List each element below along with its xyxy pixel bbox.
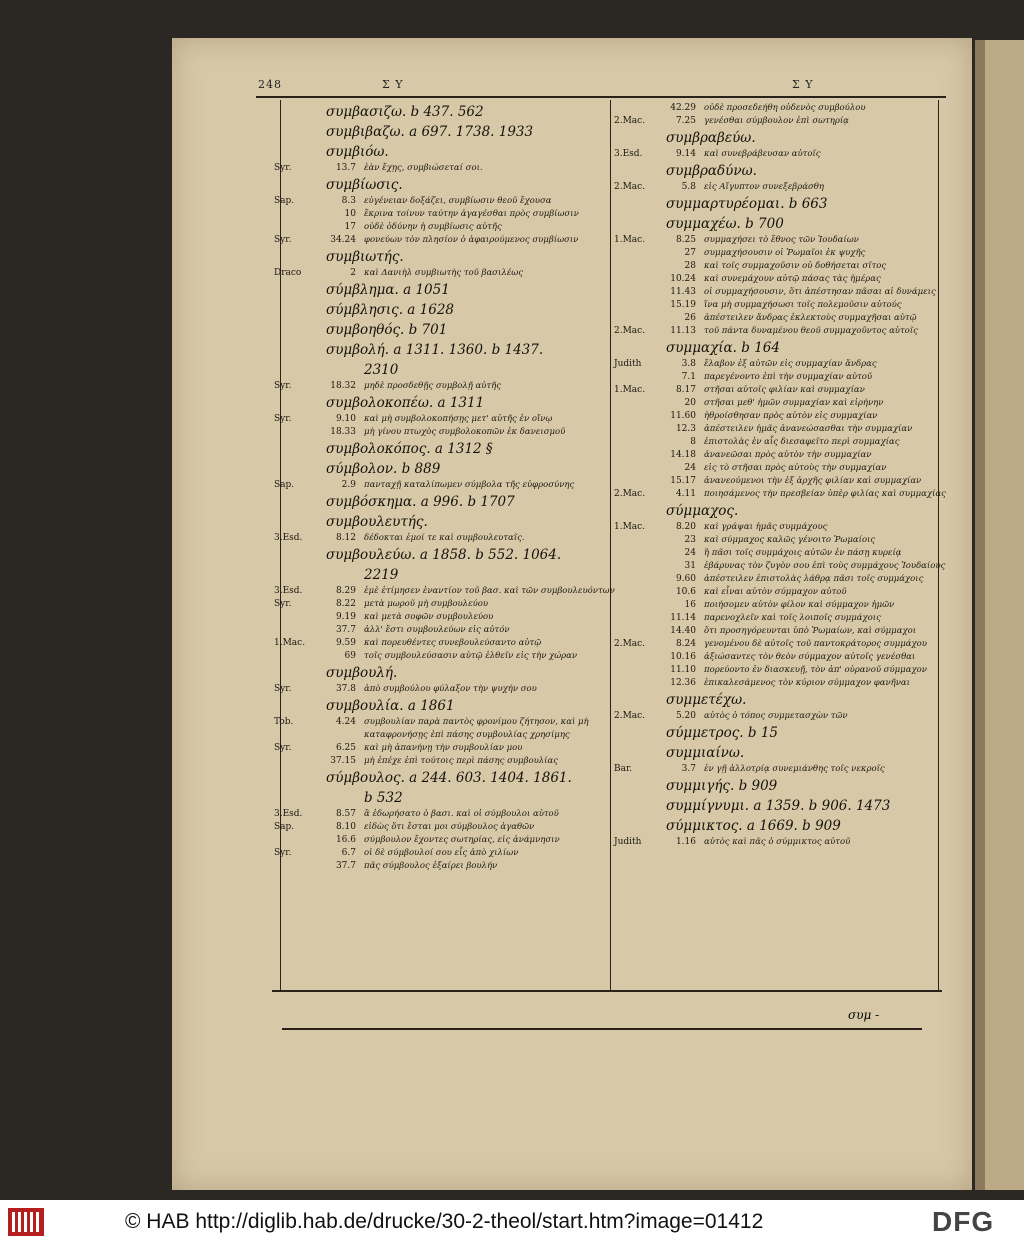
citation-text: ἢ πᾶσι τοῖς συμμάχοις αὐτῶν ἐν πάσῃ κυρείᾳ [704,548,902,558]
verse-number: 8.22 [335,599,356,609]
citation-text: ἃ ἐδωρήσατο ὁ βασι. καὶ οἱ σύμβουλοι αὐτοῦ [364,809,559,819]
book-reference: Syr. [274,235,292,245]
citation-text: ἀπὸ συμβούλου φύλαξον τὴν ψυχήν σου [364,684,537,694]
citation-text: καὶ μὴ συμβολοκοπήσῃς μετ' αὐτῆς ἐν οἴνῳ [364,414,553,424]
book-reference: Bar. [614,764,633,774]
verse-number: 11.14 [670,613,696,623]
citation-row [614,836,944,849]
verse-number: 8.10 [335,822,356,832]
citation-row [274,624,608,637]
book-reference: 3.Esd. [274,809,303,819]
lemma-entry: συμβασιζω. b 437. 562 [326,104,484,120]
citation-row [614,547,944,560]
citation-row [614,534,944,547]
lemma-entry: σύμβλημα. a 1051 [326,282,450,298]
citation-row [614,325,944,338]
citation-text: μηδὲ προσδεθῇς συμβολῇ αὐτῆς [364,381,502,391]
copyright-link[interactable]: © HAB http://diglib.hab.de/drucke/30-2-theol/start.htm?image=01412 [125,1210,764,1233]
citation-row [614,286,944,299]
verse-number: 24 [684,548,696,558]
verse-number: 10.16 [670,652,696,662]
citation-text: ἠθροίσθησαν πρὸς αὐτὸν εἰς συμμαχίαν [704,411,878,421]
verse-number: 5.20 [675,711,696,721]
citation-row [274,221,608,234]
verse-number: 3.7 [681,764,696,774]
citation-row [274,834,608,847]
citation-row [274,808,608,821]
verse-number: 11.10 [670,665,696,675]
book-reference: 3.Esd. [614,149,643,159]
lemma-entry: 2219 [364,567,399,583]
book-reference: Sap. [274,822,295,832]
citation-row [274,532,608,545]
verse-number: 2.9 [341,480,356,490]
citation-row [274,380,608,393]
citation-text: πᾶς σύμβουλος ἐξαίρει βουλήν [364,861,498,871]
lemma-entry: συμμαρτυρέομαι. b 663 [666,196,828,212]
citation-row [614,436,944,449]
lemma-entry: συμμαχέω. b 700 [666,216,784,232]
citation-text: καὶ μὴ ἀπανήνῃ τὴν συμβουλίαν μου [364,743,523,753]
citation-text: ἀπέστειλεν ἄνδρας ἐκλεκτοὺς συμμαχῆσαι αὐτῷ [704,313,917,323]
book-reference: 3.Esd. [274,586,303,596]
citation-text: οἱ δὲ σύμβουλοί σου εἷς ἀπὸ χιλίων [364,848,519,858]
citation-row [614,573,944,586]
book-page [172,38,972,1190]
verse-number: 37.7 [335,861,356,871]
lemma-entry: συμβουλή. [326,665,398,681]
citation-row [274,585,615,598]
citation-row [614,560,944,573]
citation-row [614,358,944,371]
citation-row [614,677,944,690]
citation-row [614,521,944,534]
top-rule [256,96,946,98]
citation-text: ἵνα μὴ συμμαχήσωσι τοῖς πολεμοῦσιν αὐτούς [704,300,902,310]
citation-text: αὐτὸς καὶ πᾶς ὁ σύμμικτος αὐτοῦ [704,837,851,847]
citation-text: τοῖς συμβουλεύσασιν αὐτῷ ἐλθεῖν εἰς τὴν χώραν [364,651,578,661]
book-reference: Judith [614,359,642,369]
book-reference: Syr. [274,163,292,173]
lemma-entry: συμβιβαζω. a 697. 1738. 1933 [326,124,534,140]
verse-number: 23 [684,535,696,545]
citation-row [614,260,944,273]
citation-text: γενομένου δὲ αὐτοῖς τοῦ παντοκράτορος συμμάχου [704,639,927,649]
citation-text: καταφρονήσῃς ἐπὶ πάσης συμβουλίας χρησίμης [364,730,570,740]
citation-row [614,397,944,410]
lemma-entry: σύμμικτος. a 1669. b 909 [666,818,841,834]
verse-number: 18.32 [330,381,356,391]
citation-row [274,742,608,755]
citation-row [274,716,608,729]
book-reference: 2.Mac. [614,182,646,192]
verse-number: 8.20 [675,522,696,532]
lemma-entry: συμμετέχω. [666,692,747,708]
book-reference: Syr. [274,381,292,391]
citation-text: πορεύοντο ἐν διασκευῇ, τὸν ἀπ' οὐρανοῦ σύμμαχον [704,665,927,675]
citation-text: εἰς Αἴγυπτον συνεξεβράσθη [704,182,824,192]
citation-text: ἔκρινα τοίνυν ταύτην ἀγαγέσθαι πρὸς συμβίωσιν [364,209,579,219]
verse-number: 37.15 [330,756,356,766]
citation-row [614,312,944,325]
citation-row [614,625,944,638]
citation-row [614,102,944,115]
verse-number: 27 [684,248,696,258]
lemma-entry: συμβουλία. a 1861 [326,698,455,714]
citation-row [614,475,944,488]
citation-text: μὴ γίνου πτωχὸς συμβολοκοπῶν ἐκ δανεισμοῦ [364,427,566,437]
verse-number: 8.3 [341,196,356,206]
page-number: 248 [258,78,282,91]
citation-row [274,267,608,280]
verse-number: 11.43 [670,287,696,297]
citation-row [614,423,944,436]
citation-row [274,821,608,834]
citation-text: συμβουλίαν παρὰ παντὸς φρονίμου ζήτησον, καὶ μὴ [364,717,589,727]
citation-row [614,488,944,501]
lemma-entry: b 532 [364,790,403,806]
verse-number: 9.59 [335,638,356,648]
citation-row [614,710,944,723]
book-reference: Judith [614,837,642,847]
verse-number: 37.7 [335,625,356,635]
citation-text: παρεγένοντο ἐπὶ τὴν συμμαχίαν αὐτοῦ [704,372,873,382]
citation-row [274,611,608,624]
book-reference: Syr. [274,684,292,694]
verse-number: 12.36 [670,678,696,688]
book-reference: 2.Mac. [614,116,646,126]
citation-row [274,598,608,611]
book-reference: Syr. [274,848,292,858]
verse-number: 16 [684,600,696,610]
citation-row [274,234,608,247]
left-column [274,102,615,873]
citation-row [274,479,608,492]
verse-number: 11.13 [670,326,696,336]
verse-number: 4.24 [335,717,356,727]
book-reference: 2.Mac. [614,489,646,499]
citation-text: στῆσαι μεθ' ἡμῶν συμμαχίαν καὶ εἰρήνην [704,398,884,408]
lemma-entry: συμβολή. a 1311. 1360. b 1437. [326,342,544,358]
book-reference: Sap. [274,196,295,206]
verse-number: 42.29 [670,103,696,113]
lemma-entry: σύμβολον. b 889 [326,461,441,477]
verse-number: 20 [684,398,696,408]
citation-row [274,426,608,439]
verse-number: 2 [350,268,356,278]
citation-text: οὐδὲ προσεδεήθη οὐδενὸς συμβούλου [704,103,866,113]
lemma-entry: συμμίγνυμι. a 1359. b 906. 1473 [666,798,891,814]
book-reference: 1.Mac. [614,522,646,532]
verse-number: 15.17 [670,476,696,486]
citation-text: συμμαχήσουσιν οἱ Ῥωμαῖοι ἐκ ψυχῆς [704,248,866,258]
book-reference: 1.Mac. [614,235,646,245]
verse-number: 9.19 [335,612,356,622]
citation-text: συμμαχήσει τὸ ἔθνος τῶν Ἰουδαίων [704,235,859,245]
running-head-right: Σ Υ [792,78,814,91]
lemma-entry: συμβιωτής. [326,249,404,265]
catchword: συμ - [848,1008,880,1022]
citation-text: σύμβουλον ἔχοντες σωτηρίας, εἰς ἀνάμνησιν [364,835,560,845]
verse-number: 13.7 [335,163,356,173]
citation-text: ποιήσομεν αὐτὸν φίλον καὶ σύμμαχον ἡμῶν [704,600,895,610]
verse-number: 7.1 [681,372,696,382]
dfg-logo: DFG [932,1206,995,1237]
verse-number: 1.16 [675,837,696,847]
hab-logo-icon [8,1208,44,1236]
citation-text: μετὰ μωροῦ μὴ συμβουλεύου [364,599,489,609]
lemma-entry: συμβοηθός. b 701 [326,322,448,338]
citation-row [614,247,944,260]
citation-row [614,273,944,286]
book-reference: 3.Esd. [274,533,303,543]
citation-row [274,208,608,221]
center-rule [610,100,611,990]
book-reference: 1.Mac. [274,638,306,648]
verse-number: 17 [344,222,356,232]
lemma-entry: σύμμετρος. b 15 [666,725,779,741]
citation-text: ἔλαβον ἐξ αὐτῶν εἰς συμμαχίαν ἄνδρας [704,359,877,369]
citation-row [614,384,944,397]
citation-text: ἐπικαλεσάμενος τὸν κύριον σύμμαχον φανῆναι [704,678,910,688]
verse-number: 6.25 [335,743,356,753]
citation-row [614,234,944,247]
lemma-entry: συμμιγής. b 909 [666,778,778,794]
lemma-entry: συμβουλεύω. a 1858. b 552. 1064. [326,547,562,563]
lemma-entry: συμβραβεύω. [666,130,756,146]
lemma-entry: συμβίωσις. [326,177,403,193]
verse-number: 8.17 [675,385,696,395]
citation-text: ἐὰν ἔχῃς, συμβιώσεταί σοι. [364,163,483,173]
citation-row [274,650,608,663]
lemma-entry: συμβραδύνω. [666,163,757,179]
citation-text: ἀξιώσαντες τὸν θεὸν σύμμαχον αὐτοῖς γενέσθαι [704,652,916,662]
verse-number: 12.3 [675,424,696,434]
running-head-left: Σ Υ [382,78,404,91]
citation-row [614,410,944,423]
citation-row [614,115,944,128]
citation-text: ἀπέστειλεν ἡμᾶς ἀνανεώσασθαι τὴν συμμαχίαν [704,424,913,434]
citation-text: ἀνανεῶσαι πρὸς αὐτὸν τὴν συμμαχίαν [704,450,872,460]
citation-row [274,729,608,742]
citation-text: εὐγένειαν δοξάζει, συμβίωσιν θεοῦ ἔχουσα [364,196,552,206]
citation-text: ἐπιστολὰς ἐν αἷς διεσαφεῖτο περὶ συμμαχίας [704,437,900,447]
citation-text: ὅτι προσηγόρευνται ὑπὸ Ῥωμαίων, καὶ σύμμαχοι [704,626,917,636]
verse-number: 7.25 [675,116,696,126]
citation-text: καὶ μετὰ σοφῶν συμβουλεύου [364,612,494,622]
citation-text: καὶ συνεβράβευσαν αὐτοῖς [704,149,821,159]
verse-number: 37.8 [335,684,356,694]
verse-number: 14.18 [670,450,696,460]
citation-row [614,664,944,677]
verse-number: 8.12 [335,533,356,543]
footer-bar [0,1200,1024,1244]
citation-row [614,763,944,776]
citation-text: καὶ σύμμαχος καλῶς γένοιτο Ῥωμαίοις [704,535,876,545]
verse-number: 24 [684,463,696,473]
verse-number: 8.29 [335,586,356,596]
verse-number: 28 [684,261,696,271]
lemma-entry: συμβολοκοπέω. a 1311 [326,395,485,411]
verse-number: 26 [684,313,696,323]
citation-row [274,413,608,426]
citation-row [274,195,608,208]
lemma-entry: 2310 [364,362,399,378]
lemma-entry: σύμβουλος. a 244. 603. 1404. 1861. [326,770,572,786]
citation-text: δέδοκται ἐμοί τε καὶ συμβουλευταῖς. [364,533,525,543]
book-reference: Tob. [274,717,294,727]
citation-text: μὴ ἐπέχε ἐπὶ τούτοις περὶ πάσης συμβουλίας [364,756,559,766]
verse-number: 4.11 [675,489,696,499]
citation-text: ἐμὲ ἐτίμησεν ἐναντίον τοῦ βασ. καὶ τῶν συμβουλευόντων [364,586,615,596]
footer-rule [282,1028,922,1030]
citation-text: ἀλλ' ἔστι συμβουλεύων εἰς αὐτόν [364,625,510,635]
citation-row [274,683,608,696]
citation-text: πανταχῇ καταλίπωμεν σύμβολα τῆς εὐφροσύνης [364,480,575,490]
verse-number: 9.10 [335,414,356,424]
citation-row [614,299,944,312]
verse-number: 6.7 [341,848,356,858]
citation-row [614,449,944,462]
verse-number: 10 [344,209,356,219]
citation-row [274,755,608,768]
verse-number: 18.33 [330,427,356,437]
citation-row [614,181,944,194]
verse-number: 9.14 [675,149,696,159]
citation-text: φονεύων τὸν πλησίον ὁ ἀφαιρούμενος συμβίωσιν [364,235,579,245]
citation-row [614,586,944,599]
lemma-entry: συμμιαίνω. [666,745,745,761]
book-reference: Syr. [274,599,292,609]
citation-text: οὐδὲ ὀδύνην ἡ συμβίωσις αὐτῆς [364,222,502,232]
verse-number: 10.6 [675,587,696,597]
citation-row [274,847,608,860]
book-reference: Syr. [274,414,292,424]
verse-number: 8.57 [335,809,356,819]
citation-text: ποιησάμενος τὴν πρεσβείαν ὑπὲρ φιλίας καὶ συμμαχίας [704,489,946,499]
lemma-entry: συμμαχία. b 164 [666,340,780,356]
citation-row [274,162,608,175]
book-reference: Draco [274,268,302,278]
citation-text: καὶ εἶναι αὐτὸν σύμμαχον αὐτοῦ [704,587,847,597]
lemma-entry: σύμμαχος. [666,503,739,519]
lemma-entry: συμβιόω. [326,144,389,160]
verse-number: 10.24 [670,274,696,284]
citation-text: ἐβάρυνας τὸν ζυγὸν σου ἐπὶ τοὺς συμμάχους Ἰουδαίους [704,561,946,571]
citation-row [274,860,608,873]
citation-text: οἱ συμμαχήσουσιν, ὅτι ἀπέστησαν πᾶσαι αἱ δυνάμεις [704,287,936,297]
verse-number: 31 [684,561,696,571]
verse-number: 9.60 [675,574,696,584]
citation-text: στῆσαι αὐτοῖς φιλίαν καὶ συμμαχίαν [704,385,865,395]
lemma-entry: συμβουλευτής. [326,514,428,530]
lemma-entry: σύμβλησις. a 1628 [326,302,454,318]
verse-number: 15.19 [670,300,696,310]
citation-text: παρενοχλεῖν καὶ τοῖς λοιποῖς συμμάχοις [704,613,881,623]
citation-row [614,651,944,664]
citation-text: καὶ γράψαι ἡμᾶς συμμάχους [704,522,828,532]
book-reference: 2.Mac. [614,639,646,649]
verse-number: 8.25 [675,235,696,245]
verse-number: 8 [690,437,696,447]
citation-row [614,599,944,612]
right-column [614,102,944,849]
verse-number: 34.24 [330,235,356,245]
citation-text: εἰς τὸ στῆσαι πρὸς αὐτοὺς τὴν συμμαχίαν [704,463,887,473]
citation-text: καὶ πορευθέντες συνεβουλεύσαντο αὐτῷ [364,638,542,648]
citation-row [614,371,944,384]
book-reference: 2.Mac. [614,326,646,336]
verse-number: 14.40 [670,626,696,636]
bottom-rule [272,990,942,992]
book-reference: 2.Mac. [614,711,646,721]
citation-text: ἀπέστειλεν ἐπιστολὰς λάθρᾳ πᾶσι τοῖς συμμάχοις [704,574,924,584]
verse-number: 69 [344,651,356,661]
citation-row [614,148,944,161]
citation-text: ἐν γῇ ἀλλοτρίᾳ συνεμιάνθης τοῖς νεκροῖς [704,764,885,774]
book-edge [985,40,1024,1190]
citation-text: ἀνανεούμενοι τὴν ἐξ ἀρχῆς φιλίαν καὶ συμμαχίαν [704,476,922,486]
citation-row [614,638,944,651]
citation-row [614,462,944,475]
lemma-entry: συμβολοκόπος. a 1312 § [326,441,493,457]
book-reference: Syr. [274,743,292,753]
citation-text: καὶ τοῖς συμμαχοῦσιν οὐ δοθήσεται σῖτος [704,261,887,271]
citation-text: καὶ Δανιὴλ συμβιωτὴς τοῦ βασιλέως [364,268,523,278]
verse-number: 3.8 [681,359,696,369]
citation-text: γενέσθαι σύμβουλον ἐπὶ σωτηρίᾳ [704,116,849,126]
citation-text: καὶ συνεμάχουν αὐτῷ πάσας τὰς ἡμέρας [704,274,881,284]
verse-number: 5.8 [681,182,696,192]
verse-number: 11.60 [670,411,696,421]
citation-text: εἰδὼς ὅτι ἔσται μοι σύμβουλος ἀγαθῶν [364,822,535,832]
verse-number: 8.24 [675,639,696,649]
verse-number: 16.6 [335,835,356,845]
citation-text: αὐτὸς ὁ τόπος συμμετασχὼν τῶν [704,711,848,721]
citation-text: τοῦ πάντα δυναμένου θεοῦ συμμαχοῦντος αὐτοῖς [704,326,918,336]
book-reference: Sap. [274,480,295,490]
lemma-entry: συμβόσκημα. a 996. b 1707 [326,494,515,510]
book-reference: 1.Mac. [614,385,646,395]
citation-row [614,612,944,625]
citation-row [274,637,608,650]
